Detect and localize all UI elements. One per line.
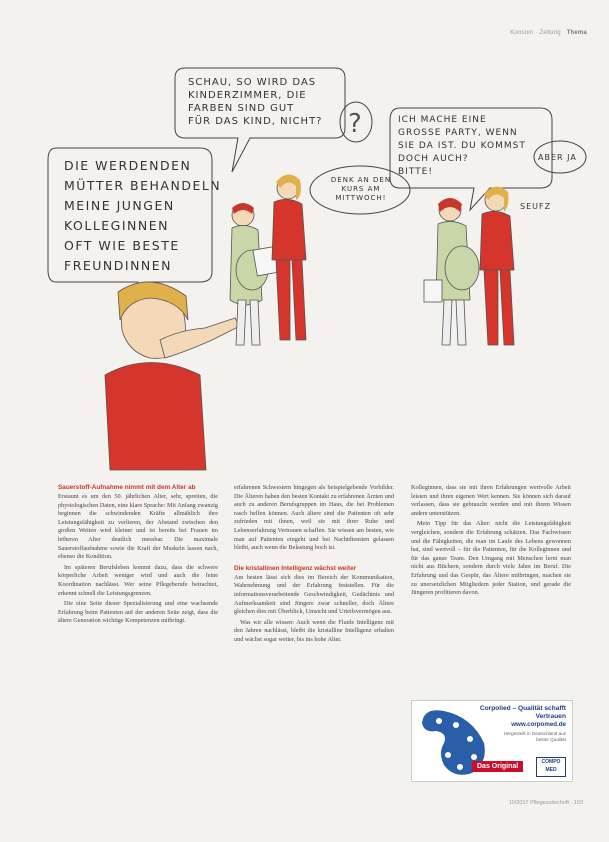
advertisement[interactable] — [411, 700, 573, 782]
speech-bubble-aber-ja — [538, 151, 577, 164]
paragraph: Am besten lässt sich dies im Bereich der Kommunikation, Wahrnehmung und der Erfahrung feststellen. Für die informationsverarbeitende Geschwindigkeit, Gedächtnis und Aufmerksamkeit sind Jüngere zwar schneller, doch Ältere gleichen dies mit Überblick, Umsicht und Urteilsvermögen aus. — [234, 573, 394, 616]
paragraph: Kolleginnen, dass sie mit ihren Erfahrungen wertvolle Arbeit leisten und ihren eigenen Wert kennen. Sie können sich darauf verlassen, dass sie gebraucht werden und mit ihrem Wissen andere unterstützen. — [411, 484, 571, 517]
bubble-line: FÜR DAS KIND, NICHT? — [188, 116, 323, 127]
svg-text:?: ? — [348, 109, 362, 139]
ad-headline — [476, 705, 566, 729]
caption-line: MEINE JUNGEN — [64, 198, 175, 213]
paragraph: Was wir alle wissen: Auch wenn die Fluide Intelligenz mit den Jahren nachlässt, bleibt die kristalline Intelligenz erhalten und wächst sogar weiter, bis ins hohe Alter. — [234, 618, 394, 643]
bubble-line: ABER JA — [538, 153, 577, 162]
paragraph: Mein Tipp für das Alter: nicht die Leistungsfähigkeit vergleichen, sondern die Erfahrung schätzen. Das Fachwissen und die Fähigkeiten, die man im Laufe des Lebens gewonnen hat, sind wertvoll – für die Patienten, für die Kolleginnen und für das ganze Team. Den Umgang mit Menschen lernt man nicht aus Büchern, sondern durch viele Jahre im Beruf. Die Erfahrung und das Gespür, das Ältere mitbringen, machen sie zu unersetzlichen Mitgliedern jeder Station, und gerade die Jüngeren profitieren davon. — [411, 520, 571, 597]
ad-headline-text: Corpolied – Qualität schafft Vertrauen — [479, 705, 566, 720]
brand-logo: COMPO MED — [536, 757, 566, 777]
caption-line: MÜTTER BEHANDELN — [64, 178, 222, 193]
bubble-line: MITTWOCH! — [335, 194, 387, 202]
header-left: Konsum · Zeitung — [510, 30, 561, 36]
speech-bubble-kurs — [326, 176, 396, 203]
article-column-1 — [58, 484, 218, 628]
cartoon-caption — [64, 156, 221, 276]
subheading: Die kristallinen Intelligenz wächst weiter — [234, 564, 357, 572]
bubble-line: BITTE! — [398, 167, 433, 177]
bubble-line: GROSSE PARTY, WENN — [398, 128, 518, 138]
sigh-text: SEUFZ — [520, 202, 552, 211]
caption-line: DIE WERDENDEN — [64, 158, 192, 173]
ad-badge: Das Original — [472, 761, 523, 772]
article-column-3 — [411, 484, 571, 600]
bubble-line: KURS AM — [341, 185, 381, 193]
paragraph: erfahrenen Schwestern hingegen als beispielgebende Vorbilder. Die Älteren haben den besten Kontakt zu erfahrenen Ärzten und auch zu anderen Berufsgruppen im Haus, die bei Problemen rasch helfen können. Auch ältere sind die Patienten oft sehr zufrieden mit ihnen, weil sie mit ihrer Ruhe und Lebenserfahrung Vertrauen schaffen. Sie wissen am besten, wie man auf Patienten eingeht und bei Nachtdiensten gelassen bleibt, auch wenn die Belastung hoch ist. — [234, 484, 394, 552]
bubble-line: SCHAU, SO WIRD DAS — [188, 77, 317, 88]
subheading: Sauerstoff-Aufnahme nimmt mit dem Alter ab — [58, 484, 196, 491]
bubble-line: DOCH AUCH? — [398, 154, 469, 164]
bubble-line: SIE DA IST. DU KOMMST — [398, 141, 526, 151]
caption-line: OFT WIE BESTE — [64, 238, 180, 253]
paragraph: Die eine Seite dieser Spezialisierung und eine wachsende Erfahrung beim Patienten auf der anderen Seite zeigt, dass die ältere Generation wichtige Kompetenzen mitbringt. — [58, 600, 218, 625]
speech-bubble-party — [398, 114, 526, 179]
ad-url[interactable]: www.corpomed.de — [511, 721, 566, 728]
bubble-line: DENK AN DEN — [330, 176, 392, 184]
ad-small-print: Hergestellt in Deutschland aus bester Qualität — [503, 731, 566, 742]
caption-line: KOLLEGINNEN — [64, 218, 170, 233]
bubble-line: KINDERZIMMER, DIE — [188, 90, 307, 101]
speech-bubble-kinderzimmer — [188, 76, 322, 128]
bubble-line: ICH MACHE EINE — [398, 115, 487, 125]
paragraph: Erstaunt es um den 50. jährlichen Alter, sehr, spreiten, die physiologischen Daten, eine klare Sprache: Mit Anfang zwanzig beginnen die schwindenden Kräfte allmählich ihre Leistungsfähigkeit zu verlieren, der Abstand zwischen den großen Weiten wird kleiner und ist bereits bei Frauen im höheren Alter deutlich messbar. Die maximale Sauerstoffaufnahme sowie die Kraft der Muskeln lassen nach, ebenso die Kondition. — [58, 493, 218, 561]
bubble-line: FARBEN SIND GUT — [188, 103, 295, 114]
paragraph: Im späteren Berufsleben kommt dazu, dass die schwere körperliche Arbeit weniger wird und auch die feine Koordination nachlässt. Wer seine Pflegeberufe betrachtet, erkennt schnell die Leistungsgrenzen. — [58, 563, 218, 597]
page-footer: 10/2017 Pflegezeitschrift · 103 — [508, 800, 583, 806]
caption-line: FREUNDINNEN — [64, 258, 173, 273]
header-section: Thema — [566, 30, 587, 36]
article-column-2 — [234, 484, 394, 647]
